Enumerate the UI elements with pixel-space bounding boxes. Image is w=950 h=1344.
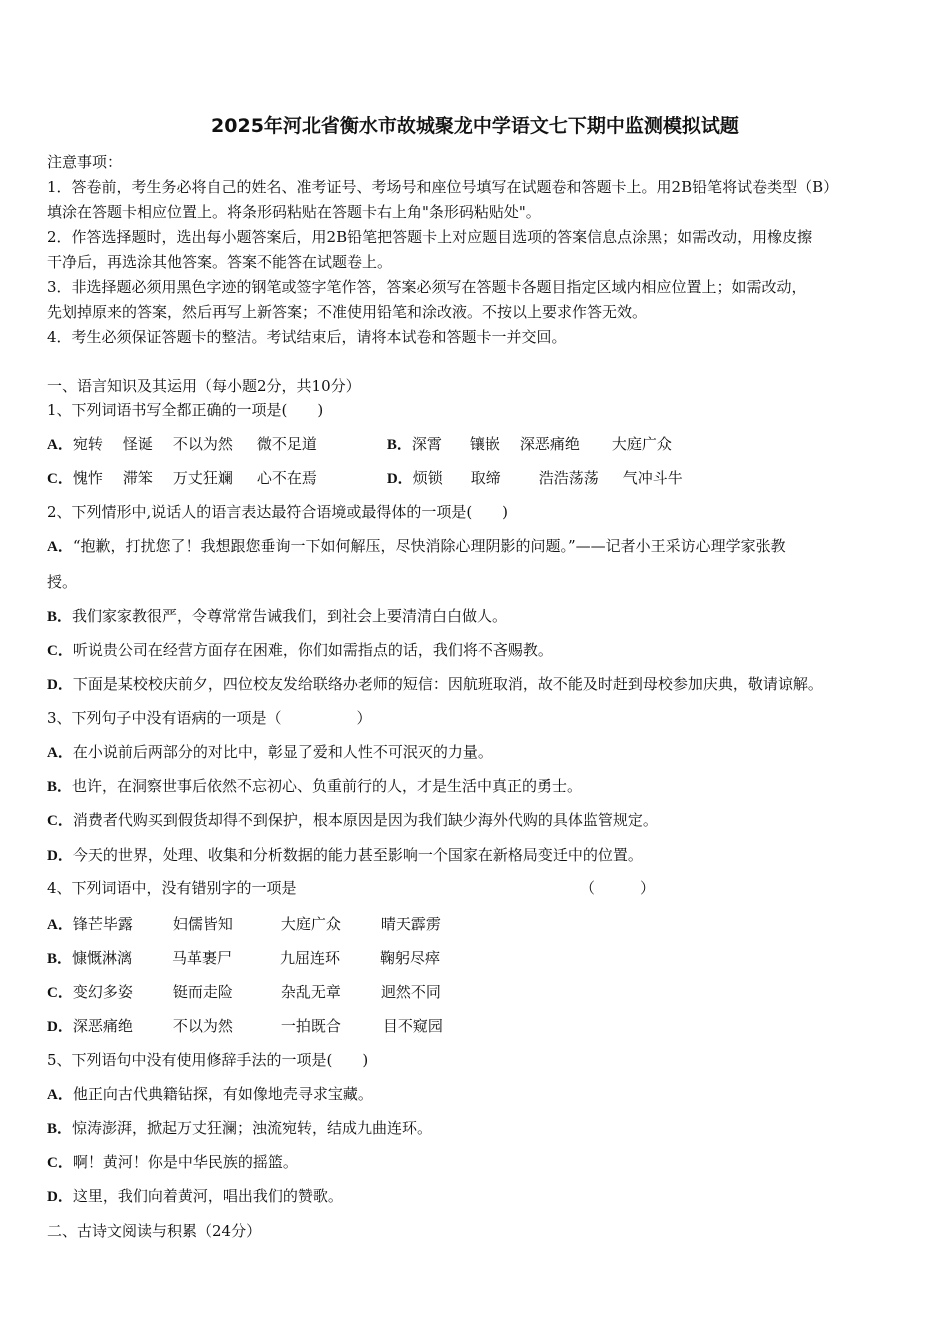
option-letter: B． (386, 437, 412, 453)
option-word: 心不在焉 (256, 469, 317, 487)
option-line (47, 845, 643, 866)
page-title: 2025年河北省衡水市故城聚龙中学语文七下期中监测模拟试题 (211, 115, 739, 137)
notice-line: 2．作答选择题时，选出每小题答案后，用2B铅笔把答题卡上对应题目选项的答案信息点涂黑；如需改动，用橡皮擦 (47, 228, 813, 246)
option-word: 鞠躬尽瘁 (380, 949, 441, 967)
question-stem: 2、下列情形中,说话人的语言表达最符合语境或最得体的一项是( ) (47, 503, 509, 521)
option-row (47, 1016, 443, 1037)
option-word: 大庭广众 (280, 915, 341, 933)
option-letter: A． (47, 539, 73, 555)
option-text: 他正向古代典籍钻探，有如像地壳寻求宝藏。 (72, 1085, 373, 1103)
option-word: 晴天霹雳 (380, 915, 441, 933)
option-line (47, 640, 553, 661)
option-row (47, 914, 441, 935)
option-letter: C． (47, 643, 73, 659)
option-word: 镶嵌 (469, 435, 500, 453)
option-text: 消费者代购买到假货却得不到保护，根本原因是因为我们缺少海外代购的具体监管规定。 (72, 811, 658, 829)
option-row (47, 434, 672, 455)
option-text: “抱歉，打扰您了！我想跟您垂询一下如何解压，尽快消除心理阴影的问题。”——记者小王采访心理学家张教 (72, 537, 786, 555)
option-word: 妇儒皆知 (172, 915, 233, 933)
option-letter: D． (47, 848, 73, 864)
option-word: 愧怍 (72, 469, 103, 487)
option-text: 在小说前后两部分的对比中，彰显了爱和人性不可泯灭的力量。 (72, 743, 493, 761)
option-word: 杂乱无章 (280, 983, 341, 1001)
option-line (47, 536, 786, 557)
option-row (47, 982, 441, 1003)
section-heading: 二、古诗文阅读与积累（24分） (47, 1222, 262, 1240)
answer-paren: （ ） (580, 879, 656, 897)
option-line (47, 1084, 373, 1105)
option-word: 目不窥园 (382, 1017, 443, 1035)
option-text: 这里，我们向着黄河，唱出我们的赞歌。 (72, 1187, 343, 1205)
option-line (47, 674, 823, 695)
option-letter: D． (47, 1019, 73, 1035)
option-word: 深霄 (411, 435, 442, 453)
option-letter: A． (47, 917, 73, 933)
option-letter: B． (47, 951, 73, 967)
option-word: 微不足道 (256, 435, 317, 453)
option-letter: C． (47, 813, 73, 829)
option-letter: A． (47, 437, 73, 453)
option-word: 取缔 (470, 469, 501, 487)
section-heading: 一、语言知识及其运用（每小题2分，共10分） (47, 377, 361, 395)
notice-line: 先划掉原来的答案，然后再写上新答案；不准使用铅笔和涂改液。不按以上要求作答无效。 (47, 303, 648, 321)
option-word: 浩浩荡荡 (538, 469, 599, 487)
option-letter: D． (47, 677, 73, 693)
option-word: 深恶痛绝 (519, 435, 580, 453)
option-word: 迥然不同 (380, 983, 441, 1001)
option-word: 九屈连环 (280, 949, 341, 967)
option-letter: C． (47, 985, 73, 1001)
option-letter: A． (47, 1087, 73, 1103)
question-stem: 3、下列句子中没有语病的一项是（ ） (47, 709, 372, 727)
option-line (47, 1118, 432, 1139)
option-line-cont: 授。 (47, 573, 78, 591)
option-line (47, 606, 507, 627)
option-word: 滞笨 (122, 469, 153, 487)
option-letter: B． (47, 609, 73, 625)
option-word: 锋芒毕露 (72, 915, 133, 933)
option-line (47, 1186, 343, 1207)
option-word: 不以为然 (172, 1017, 233, 1035)
option-word: 怪诞 (122, 435, 153, 453)
notice-line: 1．答卷前，考生务必将自己的姓名、准考证号、考场号和座位号填写在试题卷和答题卡上。用2B铅笔将试卷类型（B） (47, 178, 839, 196)
option-row (47, 948, 440, 969)
option-line (47, 1152, 298, 1173)
option-text: 惊涛澎湃，掀起万丈狂澜；浊流宛转，结成九曲连环。 (72, 1119, 433, 1137)
option-word: 马革裹尸 (172, 949, 233, 967)
option-text: 听说贵公司在经营方面存在困难，你们如需指点的话，我们将不吝赐教。 (72, 641, 553, 659)
option-word: 一拍既合 (280, 1017, 341, 1035)
option-letter: A． (47, 745, 73, 761)
option-word: 宛转 (72, 435, 103, 453)
option-word: 万丈狂斓 (172, 469, 233, 487)
notice-line: 3．非选择题必须用黑色字迹的钢笔或签字笔作答，答案必须写在答题卡各题目指定区域内相应位置上；如需改动， (47, 278, 807, 296)
option-line (47, 776, 582, 797)
question-stem: 1、下列词语书写全都正确的一项是( ) (47, 401, 324, 419)
option-line (47, 742, 493, 763)
option-text: 下面是某校校庆前夕，四位校友发给联络办老师的短信：因航班取消，故不能及时赶到母校参加庆典，敬请谅解。 (72, 675, 823, 693)
notice-line: 干净后，再选涂其他答案。答案不能答在试题卷上。 (47, 253, 393, 271)
option-letter: B． (47, 779, 73, 795)
option-text: 啊！黄河！你是中华民族的摇篮。 (72, 1153, 298, 1171)
option-text: 我们家家教很严，令尊常常告诫我们，到社会上要清清白白做人。 (72, 607, 508, 625)
option-word: 气冲斗牛 (622, 469, 683, 487)
option-letter: C． (47, 1155, 73, 1171)
notice-heading: 注意事项： (47, 153, 123, 171)
option-letter: D． (47, 1189, 73, 1205)
option-text: 也许，在洞察世事后依然不忘初心、负重前行的人，才是生活中真正的勇士。 (72, 777, 583, 795)
option-line (47, 810, 658, 831)
option-text: 今天的世界，处理、收集和分析数据的能力甚至影响一个国家在新格局变迁中的位置。 (72, 846, 643, 864)
option-letter: D． (386, 471, 413, 487)
option-word: 变幻多姿 (72, 983, 133, 1001)
question-stem: 4、下列词语中，没有错别字的一项是 (47, 879, 297, 897)
notice-line: 4．考生必须保证答题卡的整洁。考试结束后，请将本试卷和答题卡一并交回。 (47, 328, 567, 346)
question-stem: 5、下列语句中没有使用修辞手法的一项是( ) (47, 1051, 369, 1069)
option-word: 铤而走险 (172, 983, 233, 1001)
option-row (47, 468, 683, 489)
option-word: 深恶痛绝 (72, 1017, 133, 1035)
option-word: 烦锁 (412, 469, 443, 487)
option-word: 大庭广众 (611, 435, 672, 453)
notice-line: 填涂在答题卡相应位置上。将条形码粘贴在答题卡右上角"条形码粘贴处"。 (47, 203, 541, 221)
option-letter: C． (47, 471, 73, 487)
option-word: 慷慨淋漓 (72, 949, 133, 967)
option-word: 不以为然 (172, 435, 233, 453)
option-letter: B． (47, 1121, 73, 1137)
